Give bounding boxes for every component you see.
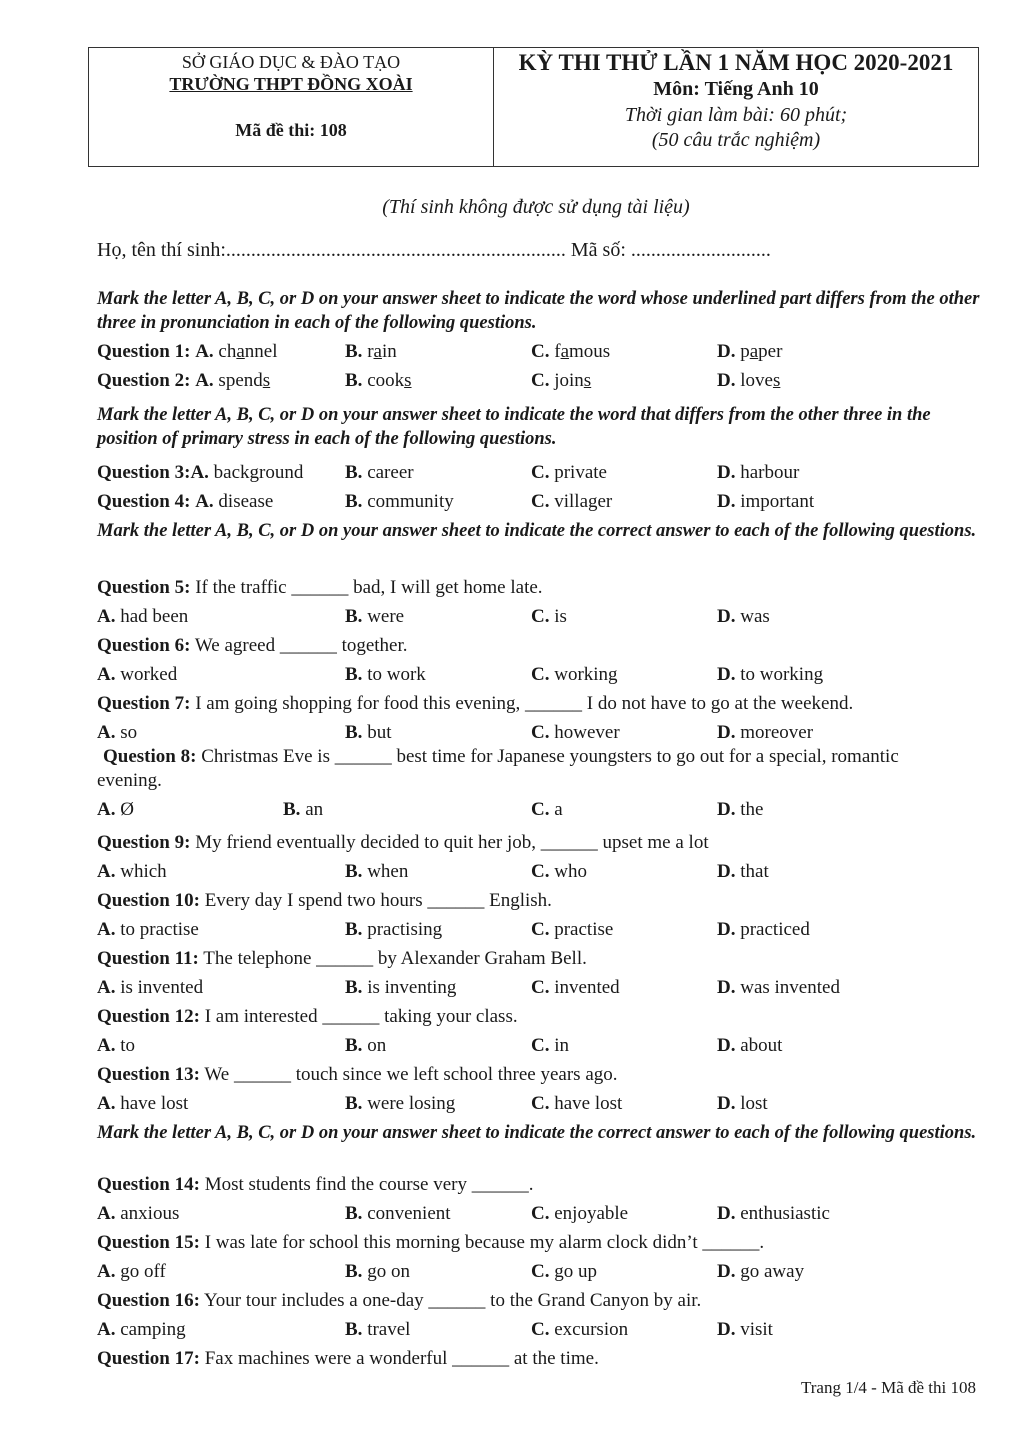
q5-option-d[interactable]: D. was [717, 606, 770, 627]
question-10: Question 10: Every day I spend two hours ______ English. [97, 890, 552, 911]
q9-option-a[interactable]: A. which [97, 861, 167, 882]
q6-option-b[interactable]: B. to work [345, 664, 426, 685]
q11-option-d[interactable]: D. was invented [717, 977, 840, 998]
question-15: Question 15: I was late for school this morning because my alarm clock didn’t ______. [97, 1232, 765, 1253]
q10-option-a[interactable]: A. to practise [97, 919, 199, 940]
q1-option-c[interactable]: C. famous [531, 341, 611, 362]
page-footer: Trang 1/4 - Mã đề thi 108 [800, 1378, 976, 1397]
exam-title: KỲ THI THỬ LẦN 1 NĂM HỌC 2020-2021 [518, 50, 954, 75]
q10-option-d[interactable]: D. practiced [717, 919, 810, 940]
q4-option-d[interactable]: D. important [717, 491, 815, 512]
q12-option-c[interactable]: C. in [531, 1035, 570, 1056]
question-3: Question 3:A. background [97, 462, 304, 483]
q9-option-d[interactable]: D. that [717, 861, 769, 882]
q15-option-c[interactable]: C. go up [531, 1261, 597, 1282]
q14-option-c[interactable]: C. enjoyable [531, 1203, 629, 1224]
q14-option-a[interactable]: A. anxious [97, 1203, 180, 1224]
q3-option-b[interactable]: B. career [345, 462, 414, 483]
q8-option-d[interactable]: D. the [717, 799, 764, 820]
instruction-correct-answer-2: Mark the letter A, B, C, or D on your answer sheet to indicate the correct answer to each of the following questions. [97, 1123, 977, 1143]
q8-option-a[interactable]: A. Ø [97, 799, 134, 820]
question-14: Question 14: Most students find the course very ______. [97, 1174, 534, 1195]
q12-option-b[interactable]: B. on [345, 1035, 387, 1056]
q14-option-b[interactable]: B. convenient [345, 1203, 451, 1224]
exam-note: (Thí sinh không được sử dụng tài liệu) [382, 196, 690, 218]
question-7: Question 7: I am going shopping for food this evening, ______ I do not have to go at the weekend. [97, 693, 854, 714]
q2-option-d[interactable]: D. loves [717, 370, 781, 391]
q8-option-b[interactable]: B. an [283, 799, 324, 820]
q16-option-b[interactable]: B. travel [345, 1319, 411, 1340]
question-8: Question 8: Christmas Eve is ______ best time for Japanese youngsters to go out for a special, romantic [103, 746, 899, 767]
q10-option-c[interactable]: C. practise [531, 919, 614, 940]
q2-option-c[interactable]: C. joins [531, 370, 592, 391]
q3-option-c[interactable]: C. private [531, 462, 607, 483]
q13-option-a[interactable]: A. have lost [97, 1093, 189, 1114]
exam-subject: Môn: Tiếng Anh 10 [653, 78, 819, 100]
question-9: Question 9: My friend eventually decided to quit her job, ______ upset me a lot [97, 832, 709, 853]
q16-option-a[interactable]: A. camping [97, 1319, 186, 1340]
question-13: Question 13: We ______ touch since we left school three years ago. [97, 1064, 618, 1085]
q5-option-b[interactable]: B. were [345, 606, 405, 627]
q11-option-a[interactable]: A. is invented [97, 977, 204, 998]
q14-option-d[interactable]: D. enthusiastic [717, 1203, 830, 1224]
question-5: Question 5: If the traffic ______ bad, I will get home late. [97, 577, 543, 598]
q16-option-c[interactable]: C. excursion [531, 1319, 629, 1340]
instruction-stress: Mark the letter A, B, C, or D on your answer sheet to indicate the word that differs from the other three in the position of primary stress in each of the following questions. [97, 405, 931, 449]
q7-option-a[interactable]: A. so [97, 722, 138, 743]
q7-option-b[interactable]: B. but [345, 722, 392, 743]
question-6: Question 6: We agreed ______ together. [97, 635, 408, 656]
question-12: Question 12: I am interested ______ taking your class. [97, 1006, 518, 1027]
exam-time: Thời gian làm bài: 60 phút; [624, 104, 848, 126]
q9-option-b[interactable]: B. when [345, 861, 409, 882]
q15-option-a[interactable]: A. go off [97, 1261, 166, 1282]
q12-option-d[interactable]: D. about [717, 1035, 783, 1056]
q9-option-c[interactable]: C. who [531, 861, 587, 882]
question-11: Question 11: The telephone ______ by Alexander Graham Bell. [97, 948, 587, 969]
q7-option-c[interactable]: C. however [531, 722, 620, 743]
department-name: SỞ GIÁO DỤC & ĐÀO TẠO [181, 52, 401, 72]
exam-header [88, 47, 979, 167]
question-count: (50 câu trắc nghiệm) [651, 129, 821, 151]
question-4: Question 4: A. disease [97, 491, 274, 512]
q13-option-b[interactable]: B. were losing [345, 1093, 456, 1114]
q6-option-d[interactable]: D. to working [717, 664, 824, 685]
q5-option-c[interactable]: C. is [531, 606, 567, 627]
exam-code: Mã đề thi: 108 [235, 120, 347, 140]
question-2: Question 2: A. spends [97, 370, 271, 391]
student-info-line: Họ, tên thí sinh:.................................................................... Mã số: ............................ [97, 239, 771, 261]
question-17: Question 17: Fax machines were a wonderful ______ at the time. [97, 1348, 599, 1369]
q15-option-b[interactable]: B. go on [345, 1261, 410, 1282]
question-16: Question 16: Your tour includes a one-day ______ to the Grand Canyon by air. [97, 1290, 702, 1311]
q13-option-c[interactable]: C. have lost [531, 1093, 623, 1114]
q6-option-a[interactable]: A. worked [97, 664, 178, 685]
q15-option-d[interactable]: D. go away [717, 1261, 805, 1282]
question-8-continuation: evening. [97, 770, 162, 791]
q10-option-b[interactable]: B. practising [345, 919, 443, 940]
question-1: Question 1: A. channel [97, 341, 278, 362]
header-right [494, 48, 978, 166]
q16-option-d[interactable]: D. visit [717, 1319, 773, 1340]
q6-option-c[interactable]: C. working [531, 664, 618, 685]
q4-option-c[interactable]: C. villager [531, 491, 613, 512]
q11-option-b[interactable]: B. is inventing [345, 977, 457, 998]
header-left [89, 48, 494, 166]
q7-option-d[interactable]: D. moreover [717, 722, 814, 743]
q5-option-a[interactable]: A. had been [97, 606, 189, 627]
q8-option-c[interactable]: C. a [531, 799, 563, 820]
q3-option-d[interactable]: D. harbour [717, 462, 800, 483]
q2-option-b[interactable]: B. cooks [345, 370, 412, 391]
q1-option-b[interactable]: B. rain [345, 341, 397, 362]
q11-option-c[interactable]: C. invented [531, 977, 620, 998]
school-name: TRƯỜNG THPT ĐỒNG XOÀI [169, 74, 413, 94]
q1-option-d[interactable]: D. paper [717, 341, 783, 362]
q4-option-b[interactable]: B. community [345, 491, 454, 512]
q12-option-a[interactable]: A. to [97, 1035, 136, 1056]
instruction-correct-answer-1: Mark the letter A, B, C, or D on your answer sheet to indicate the correct answer to each of the following questions. [97, 521, 977, 541]
instruction-pronunciation: Mark the letter A, B, C, or D on your answer sheet to indicate the word whose underlined part differs from the other three in pronunciation in each of the following questions. [97, 289, 980, 333]
q13-option-d[interactable]: D. lost [717, 1093, 768, 1114]
